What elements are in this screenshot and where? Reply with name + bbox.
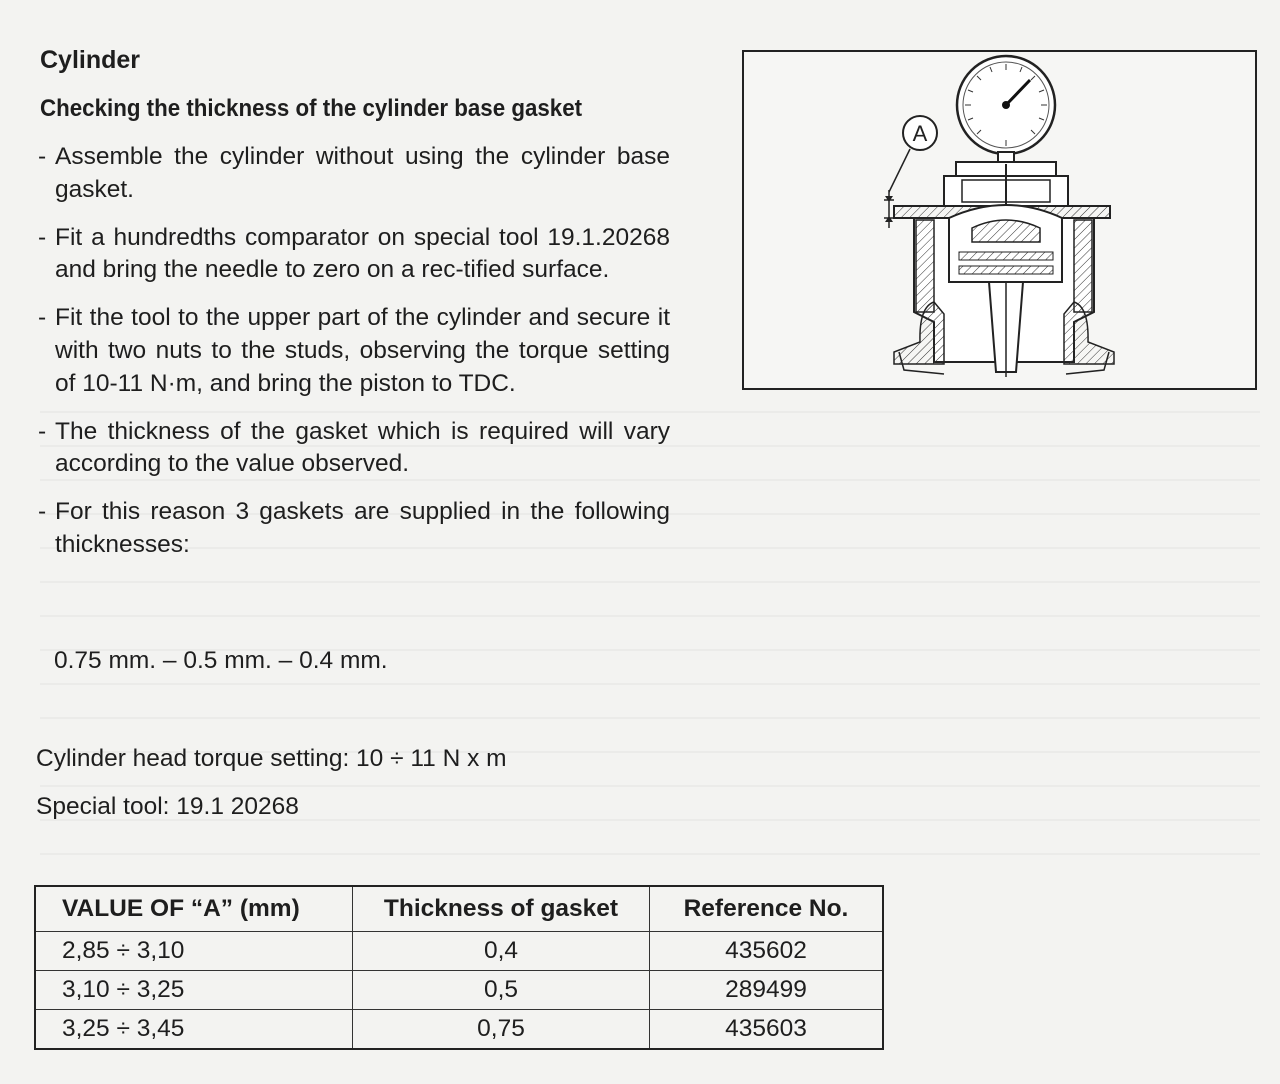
gasket-table <box>34 885 884 1050</box>
cylinder-diagram-drawing <box>744 52 1255 388</box>
step-text: Assemble the cylinder without using the cylinder base gasket. <box>55 143 670 203</box>
table-row <box>35 971 883 1010</box>
cell-reference: 289499 <box>650 971 884 1010</box>
step-text: Fit a hundredths comparator on special tool 19.1.20268 and bring the needle to zero on a rec-tified surface. <box>55 223 670 284</box>
cell-thickness: 0,5 <box>353 971 650 1010</box>
gasket-thicknesses: 0.75 mm. – 0.5 mm. – 0.4 mm. <box>54 647 388 674</box>
col-header-value-a: VALUE OF “A” (mm) <box>35 886 353 932</box>
table-row <box>35 1010 883 1050</box>
cell-reference: 435602 <box>650 932 884 971</box>
table-row <box>35 932 883 971</box>
cell-thickness: 0,75 <box>353 1010 650 1050</box>
step-dash: - <box>38 143 47 170</box>
label-a: A <box>912 121 928 146</box>
step-3 <box>38 302 670 400</box>
step-text: Fit the tool to the upper part of the cylinder and secure it with two nuts to the studs, observing the torque setting of 10-11 N·m, and bring the piston to TDC. <box>55 304 670 397</box>
step-1 <box>38 141 670 207</box>
section-title: Cylinder <box>40 46 141 74</box>
step-text: The thickness of the gasket which is required will vary according to the value observed. <box>55 417 670 478</box>
torque-setting: Cylinder head torque setting: 10 ÷ 11 N x m <box>36 745 507 772</box>
cell-value-a: 2,85 ÷ 3,10 <box>35 932 353 971</box>
cell-reference: 435603 <box>650 1010 884 1050</box>
cell-value-a: 3,10 ÷ 3,25 <box>35 971 353 1010</box>
step-text: For this reason 3 gaskets are supplied in the following thicknesses: <box>55 498 670 558</box>
step-dash: - <box>38 304 47 332</box>
step-dash: - <box>38 417 47 445</box>
col-header-thickness: Thickness of gasket <box>353 886 650 932</box>
procedure-steps <box>38 141 670 577</box>
cell-value-a: 3,25 ÷ 3,45 <box>35 1010 353 1050</box>
step-4 <box>38 416 670 482</box>
step-dash: - <box>38 223 47 251</box>
step-5 <box>38 496 670 562</box>
step-dash: - <box>38 498 47 526</box>
cylinder-diagram <box>742 50 1257 390</box>
special-tool: Special tool: 19.1 20268 <box>36 793 299 820</box>
table-header-row <box>35 886 883 932</box>
cell-thickness: 0,4 <box>353 932 650 971</box>
col-header-reference: Reference No. <box>650 886 884 932</box>
subtitle: Checking the thickness of the cylinder base gasket <box>40 95 583 122</box>
step-2 <box>38 222 670 288</box>
